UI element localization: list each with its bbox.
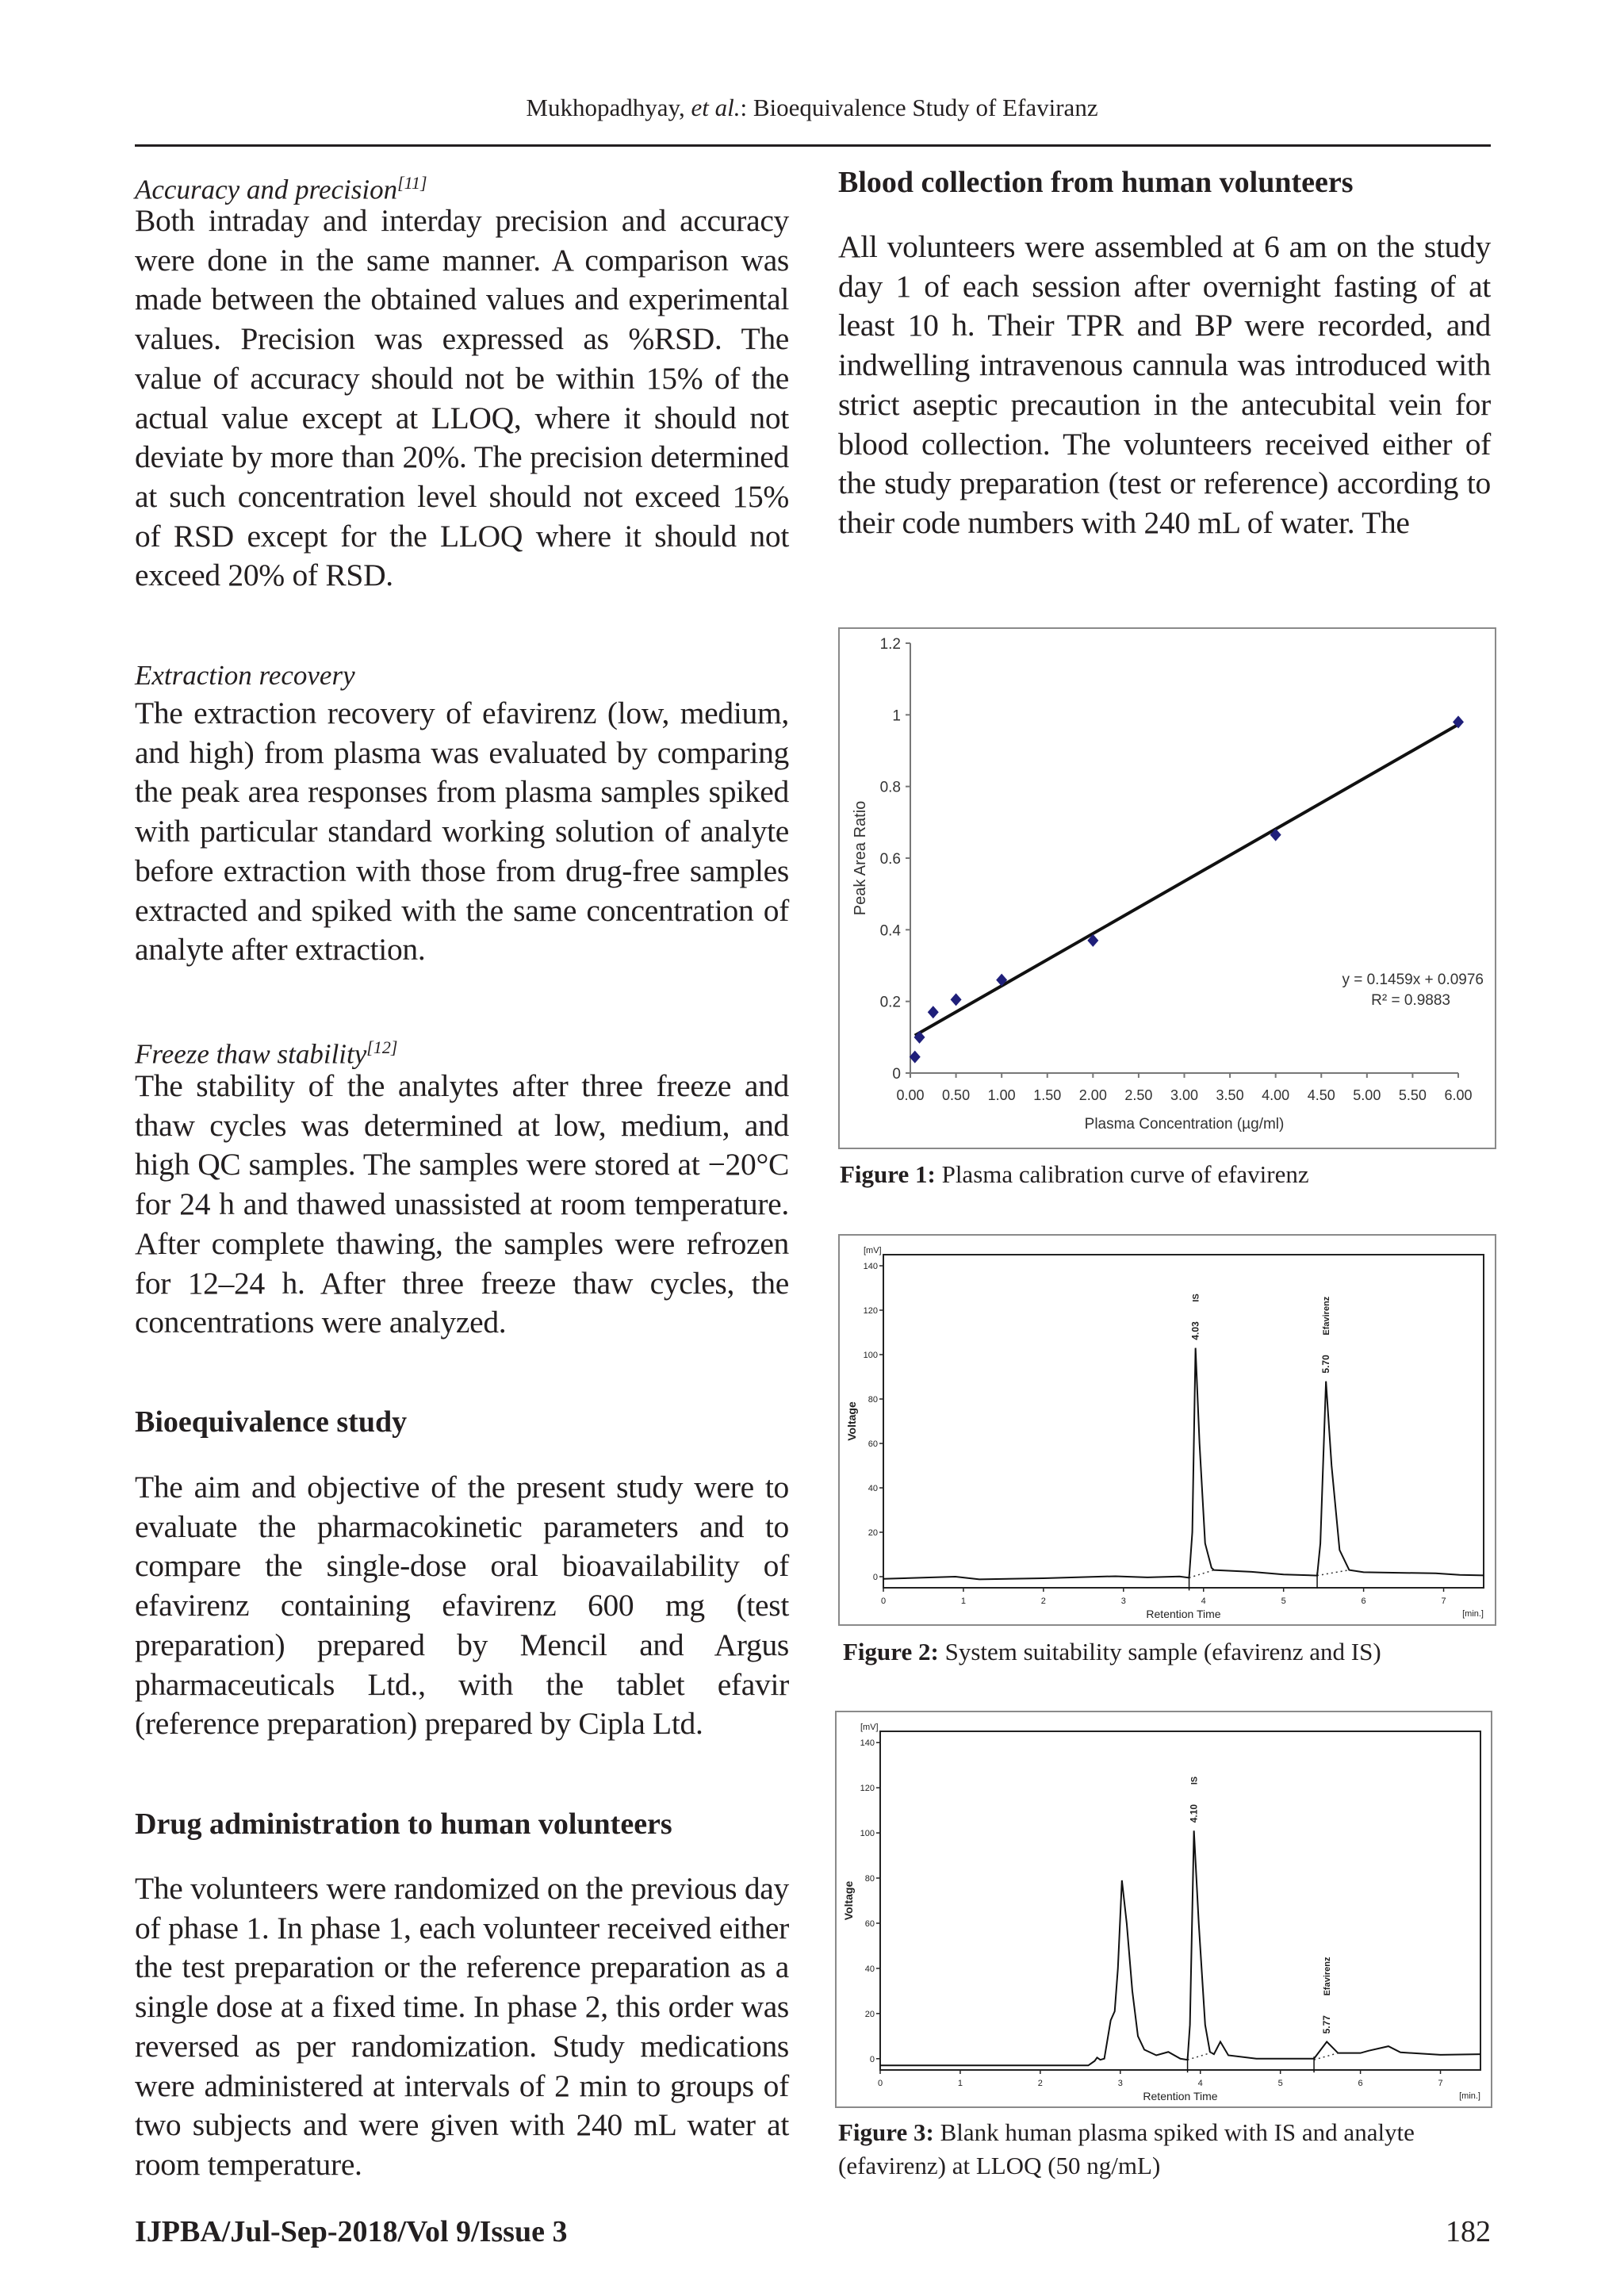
x-tick-label: 5 (1277, 2079, 1283, 2088)
y-unit: [mV] (860, 1723, 879, 1732)
heading-blood-collection: Blood collection from human volunteers (838, 166, 1354, 199)
x-unit: [min.] (1459, 2091, 1480, 2101)
x-tick-label: 1.00 (987, 1087, 1016, 1103)
y-tick-label: 40 (864, 1964, 875, 1974)
x-tick-label: 4.50 (1307, 1087, 1335, 1103)
y-tick-label: 120 (863, 1306, 878, 1316)
chromatogram-trace (880, 1830, 1480, 2065)
y-tick-label: 60 (868, 1439, 878, 1449)
x-axis-label: Retention Time (1143, 2090, 1218, 2102)
calibration-chart (840, 629, 1495, 1148)
heading-drug-administration: Drug administration to human volunteers (135, 1807, 672, 1841)
x-tick-label: 4.00 (1262, 1087, 1290, 1103)
y-tick-label: 1 (892, 707, 901, 725)
data-point (951, 993, 962, 1006)
plot-frame (883, 1255, 1484, 1588)
y-tick-label: 60 (864, 1918, 875, 1929)
y-tick-label: 80 (864, 1874, 875, 1884)
data-point (928, 1006, 939, 1018)
y-tick-label: 100 (863, 1351, 878, 1360)
chromatogram-trace (883, 1348, 1484, 1580)
x-tick-label: 3.00 (1170, 1087, 1199, 1103)
x-tick-label: 7 (1441, 1596, 1446, 1606)
paragraph-drug-administration: The volunteers were randomized on the previous day of phase 1. In phase 1, each volunteer received either the test preparation or the reference preparation as a single dose at a fixed time. In phase 2, this order was reversed as per randomization. Study medications were administered at intervals of 2 min to groups of two subjects and were given with 240 mL water at room temperature. (135, 1871, 789, 2182)
paragraph-accuracy: Both intraday and interday precision and accuracy were done in the same manner. A comparison was made between the obtained values and experimental values. Precision was expressed as %RSD. The value of accuracy should not be within 15% of the actual value except at LLOQ, where it should not deviate by more than 20%. The precision determined at such concentration level should not exceed 15% of RSD except for the LLOQ where it should not exceed 20% of RSD. (135, 203, 789, 593)
x-tick-label: 6 (1361, 1596, 1366, 1606)
paragraph-extraction: The extraction recovery of efavirenz (low, medium, and high) from plasma was evaluated by comparing the peak area responses from plasma samples spiked with particular standard working solution of analyte before extraction with those from drug-free samples extracted and spiked with the same concentration of analyte after extraction. (135, 696, 789, 968)
y-tick-label: 20 (864, 2009, 875, 2019)
y-tick-label: 80 (868, 1395, 878, 1405)
x-tick-label: 1.50 (1033, 1087, 1062, 1103)
peak-retention-label: 4.10 (1188, 1803, 1200, 1823)
x-tick-label: 5 (1281, 1596, 1286, 1606)
y-unit: [mV] (864, 1246, 882, 1255)
y-tick-label: 0 (872, 1573, 878, 1582)
paragraph-blood-collection: All volunteers were assembled at 6 am on the study day 1 of each session after overnight fasting of at least 10 h. Their TPR and BP were recorded, and indwelling intravenous cannula was introduced with strict aseptic precaution in the antecubital vein for blood collection. The volunteers received either of the study preparation (test or reference) according to their code numbers with 240 mL of water. The (838, 229, 1491, 540)
x-tick-label: 3 (1120, 1596, 1126, 1606)
subheading-extraction: Extraction recovery (135, 660, 355, 691)
x-tick-label: 7 (1438, 2079, 1443, 2088)
x-axis-label: Plasma Concentration (µg/ml) (1084, 1116, 1285, 1133)
y-tick-label: 140 (863, 1262, 878, 1271)
x-tick-label: 1 (957, 2079, 963, 2088)
peak-name-label: Efavirenz (1322, 1296, 1332, 1336)
x-tick-label: 6 (1358, 2079, 1363, 2088)
chromatogram-system-suitability (840, 1236, 1495, 1624)
figure-3-caption: Figure 3: Blank human plasma spiked with IS and analyte (efavirenz) at LLOQ (50 ng/mL) (838, 2118, 1415, 2179)
peak-name-label: IS (1191, 1294, 1201, 1302)
figure-2 (838, 1234, 1496, 1626)
header-title: : Bioequivalence Study of Efaviranz (740, 94, 1098, 121)
data-point (914, 1031, 925, 1044)
chromatogram-lloq (837, 1712, 1491, 2106)
header-rule (135, 144, 1491, 147)
figure-2-caption: Figure 2: System suitability sample (efavirenz and IS) (843, 1638, 1381, 1665)
x-tick-label: 6.00 (1444, 1087, 1473, 1103)
peak-name-label: IS (1189, 1776, 1200, 1785)
x-unit: [min.] (1462, 1609, 1484, 1619)
y-tick-label: 0.4 (879, 922, 901, 940)
heading-bioequivalence: Bioequivalence study (135, 1405, 408, 1439)
integration-baseline (1317, 1570, 1349, 1576)
paragraph-bioequivalence: The aim and objective of the present study were to evaluate the pharmacokinetic parameters and to compare the single-dose oral bioavailability of efavirenz containing efavirenz 600 mg (test preparation) prepared by Mencil and Argus pharmaceuticals Ltd., with the tablet efavir (reference preparation) prepared by Cipla Ltd. (135, 1470, 789, 1742)
footer-page-number: 182 (1446, 2215, 1491, 2248)
y-tick-label: 140 (860, 1738, 875, 1749)
x-tick-label: 3.50 (1216, 1087, 1244, 1103)
y-tick-label: 0 (869, 2054, 875, 2064)
figure-1 (838, 627, 1496, 1149)
y-axis-label: Peak Area Ratio (852, 800, 869, 916)
footer-journal: IJPBA/Jul-Sep-2018/Vol 9/Issue 3 (135, 2215, 568, 2248)
x-tick-label: 0.50 (942, 1087, 971, 1103)
x-axis-label: Retention Time (1146, 1608, 1221, 1620)
x-tick-label: 4 (1201, 1596, 1206, 1606)
header-etal: et al. (691, 94, 741, 121)
figure-3 (835, 1711, 1492, 2108)
x-tick-label: 0.00 (896, 1087, 925, 1103)
x-tick-label: 0 (877, 2079, 883, 2088)
x-tick-label: 2.50 (1124, 1087, 1153, 1103)
subheading-freeze: Freeze thaw stability[12] (135, 1037, 398, 1070)
x-tick-label: 2.00 (1078, 1087, 1107, 1103)
x-tick-label: 3 (1117, 2079, 1123, 2088)
x-tick-label: 0 (880, 1596, 887, 1606)
y-tick-label: 120 (860, 1784, 875, 1794)
y-tick-label: 0.6 (879, 851, 901, 868)
x-tick-label: 1 (960, 1596, 966, 1606)
figure-1-caption: Figure 1: Plasma calibration curve of efavirenz (840, 1160, 1309, 1188)
x-tick-label: 4 (1197, 2079, 1203, 2088)
integration-baseline (1188, 2053, 1212, 2060)
y-tick-label: 1.2 (879, 636, 901, 653)
trendline (915, 725, 1458, 1036)
peak-retention-label: 5.77 (1321, 2015, 1333, 2034)
r-squared: R² = 0.9883 (1371, 992, 1450, 1009)
fit-equation: y = 0.1459x + 0.0976 (1342, 972, 1484, 988)
y-axis-label: Voltage (842, 1880, 855, 1921)
x-tick-label: 5.00 (1353, 1087, 1381, 1103)
x-tick-label: 2 (1037, 2079, 1043, 2088)
y-axis-label: Voltage (845, 1401, 858, 1441)
running-header (0, 94, 1624, 122)
y-tick-label: 40 (868, 1484, 878, 1493)
y-tick-label: 0 (892, 1066, 901, 1083)
x-tick-label: 2 (1040, 1596, 1046, 1606)
x-tick-label: 5.50 (1398, 1087, 1427, 1103)
y-tick-label: 20 (868, 1528, 878, 1538)
y-tick-label: 100 (860, 1829, 875, 1839)
header-authors: Mukhopadhyay, (526, 94, 685, 121)
y-tick-label: 0.2 (879, 994, 901, 1011)
subheading-accuracy: Accuracy and precision[11] (135, 173, 427, 205)
peak-name-label: Efavirenz (1323, 1957, 1333, 1996)
y-tick-label: 0.8 (879, 779, 901, 796)
integration-baseline (1189, 1570, 1214, 1578)
peak-retention-label: 4.03 (1189, 1321, 1201, 1340)
paragraph-freeze: The stability of the analytes after three freeze and thaw cycles was determined at low, medium, and high QC samples. The samples were stored at −20°C for 24 h and thawed unassisted at room temperature. After complete thawing, the samples were refrozen for 12–24 h. After three freeze thaw cycles, the concentrations were analyzed. (135, 1068, 789, 1340)
peak-retention-label: 5.70 (1320, 1355, 1332, 1374)
plot-frame (880, 1731, 1480, 2070)
